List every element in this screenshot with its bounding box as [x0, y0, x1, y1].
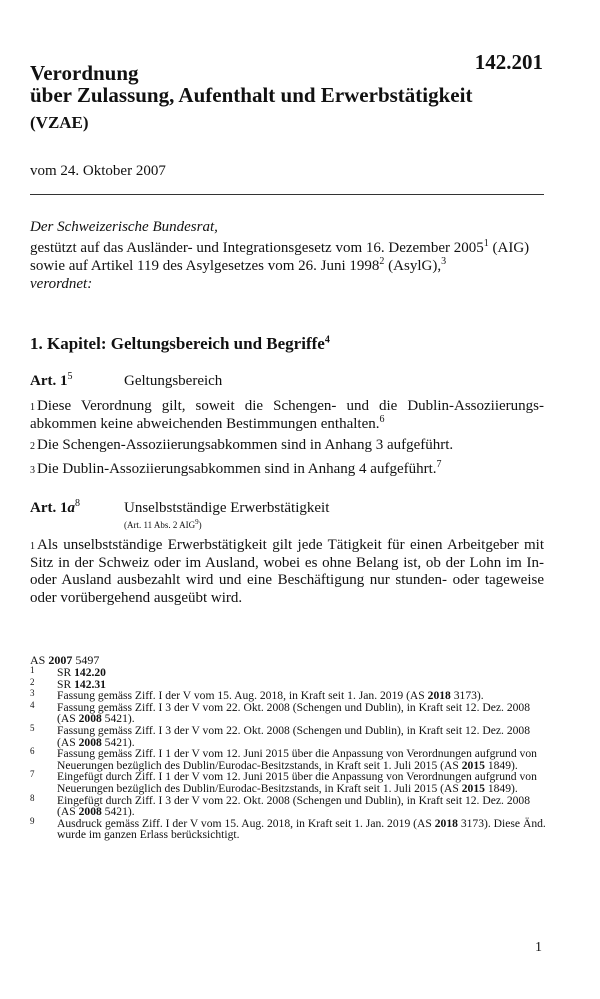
footnotes	[30, 667, 550, 841]
article-label-text: Art. 1	[30, 500, 68, 516]
footnote-number: 7	[30, 769, 35, 780]
footnote-ref[interactable]: 9	[195, 518, 199, 526]
footnote-ref[interactable]: 1	[483, 238, 489, 249]
footnote-text: SR 142.20	[57, 666, 106, 679]
footnote	[30, 771, 550, 794]
basis-text-1: gestützt auf das Ausländer- und Integrationsgesetz vom 16. Dezember 2005	[30, 240, 484, 256]
footnote-number: 8	[30, 792, 35, 803]
footnote-ref[interactable]: 8	[75, 498, 80, 509]
article-1-heading: Geltungsbereich	[124, 373, 223, 389]
article-1-para-1	[30, 398, 544, 433]
footnote-text: Fassung gemäss Ziff. I der V vom 15. Aug. 2018, in Kraft seit 1. Jan. 2019 (AS 2018 3173).	[57, 689, 484, 703]
footnote-text: Eingefügt durch Ziff. I 3 der V vom 22. Okt. 2008 (Schengen und Dublin), in Kraft seit 12. Dez. 2008 (AS 2008 5421).	[57, 793, 531, 819]
paragraph-number: 1	[30, 402, 35, 413]
footnote	[30, 722, 550, 749]
article-label-text: Art. 1	[30, 373, 68, 389]
as-page: 5497	[72, 653, 100, 667]
header-divider	[30, 194, 544, 195]
footnote-ref[interactable]: 3	[441, 256, 447, 267]
footnote-text: SR 142.31	[57, 677, 106, 691]
footnote-text: Fassung gemäss Ziff. I 3 der V vom 22. Okt. 2008 (Schengen und Dublin), in Kraft seit 12. Dez. 2008 (AS 2008 5421).	[57, 700, 531, 726]
enactment-date: vom 24. Oktober 2007	[30, 163, 166, 179]
article-label-suffix: a	[67, 500, 75, 516]
footnote-text: Fassung gemäss Ziff. I 1 der V vom 12. Juni 2015 über die Anpassung von Verordnungen aufgrund von Neuerungen bezüglich des Dublin/Eurodac-Besitzstands, in Kraft seit 1. Juli 2015 (AS 2015 1849).	[57, 747, 537, 772]
paragraph-text: Diese Verordnung gilt, soweit die Schengen- und die Dublin-Assoziierungs-abkommen keine abweichenden Bestimmungen enthalten.	[30, 398, 544, 432]
article-1a-label	[30, 500, 80, 517]
footnote	[30, 748, 550, 771]
subheading-text: (Art. 11 Abs. 2 AIG	[124, 520, 196, 530]
basis-suffix-1: (AIG)	[488, 240, 530, 256]
document-title	[30, 62, 490, 134]
chapter-title: 1. Kapitel: Geltungsbereich und Begriffe	[30, 334, 325, 353]
footnote	[30, 699, 550, 726]
article-1-para-3	[30, 461, 544, 479]
footnote-ref[interactable]: 4	[324, 334, 330, 346]
footnote	[30, 667, 550, 679]
title-abbreviation: (VZAE)	[30, 113, 89, 132]
basis-suffix-2: (AsylG),	[384, 258, 442, 274]
paragraph-text: Als unselbstständige Erwerbstätigkeit gilt jede Tätigkeit für einen Arbeitgeber mit Sitz in der Schweiz oder im Ausland, wobei es ohne Belang ist, ob der Lohn im In- oder Ausland ausbezahlt wird und eine Beschäftigung nur stunden- oder tageweise oder vorübergehend ausgeübt wird.	[30, 537, 544, 606]
footnote-number: 2	[30, 676, 35, 687]
footnote-number: 1	[30, 665, 35, 675]
preamble-authority: Der Schweizerische Bundesrat,	[30, 219, 218, 235]
paragraph-text: Die Schengen-Assoziierungsabkommen sind in Anhang 3 aufgeführt.	[37, 437, 454, 453]
preamble	[30, 218, 544, 293]
article-1a-subheading	[124, 520, 202, 530]
chapter-heading	[30, 334, 330, 354]
article-1a-heading: Unselbstständige Erwerbstätigkeit	[124, 500, 330, 516]
paragraph-text: Die Dublin-Assoziierungsabkommen sind in Anhang 4 aufgeführt.	[37, 461, 437, 477]
paragraph-number: 3	[30, 465, 35, 476]
basis-text-2: sowie auf Artikel 119 des Asylgesetzes vom 26. Juni 1998	[30, 258, 380, 274]
footnote-text: Fassung gemäss Ziff. I 3 der V vom 22. Okt. 2008 (Schengen und Dublin), in Kraft seit 12. Dez. 2008 (AS 2008 5421).	[57, 723, 531, 749]
footnote-ref[interactable]: 7	[436, 459, 442, 470]
footnote-number: 6	[30, 746, 35, 757]
subheading-close: )	[198, 520, 202, 530]
sr-number: 142.201	[474, 50, 543, 74]
footnote-ref[interactable]: 5	[67, 371, 73, 382]
article-1-para-2	[30, 437, 544, 455]
title-line-2: über Zulassung, Aufenthalt und Erwerbstätigkeit	[30, 83, 473, 107]
footnote	[30, 815, 550, 842]
footnote-ref[interactable]: 6	[379, 413, 385, 425]
title-line-1: Verordnung	[30, 61, 139, 85]
as-year: 2007	[48, 653, 73, 667]
preamble-decree: verordnet:	[30, 276, 93, 292]
footnote	[30, 792, 550, 819]
article-1a-para-1	[30, 537, 544, 607]
paragraph-number: 1	[30, 541, 35, 552]
page-number: 1	[535, 940, 542, 955]
footnote-text: Eingefügt durch Ziff. I 1 der V vom 12. Juni 2015 über die Anpassung von Verordnungen aufgrund von Neuerungen bezüglich des Dublin/Eurodac-Besitzstands, in Kraft seit 1. Juli 2015 (AS 2015 1849).	[57, 770, 537, 795]
footnote-text: Ausdruck gemäss Ziff. I der V vom 15. Aug. 2018, in Kraft seit 1. Jan. 2019 (AS 2018 3173). Diese Änd. wurde im ganzen Erlass berücksichtigt.	[57, 816, 546, 842]
as-prefix: AS	[30, 653, 49, 667]
paragraph-number: 2	[30, 441, 35, 452]
footnote-number: 3	[30, 688, 35, 699]
article-1-label	[30, 373, 73, 390]
footnote-number: 9	[30, 815, 35, 826]
footnote-number: 5	[30, 722, 35, 733]
footnote-number: 4	[30, 699, 35, 710]
footnote-ref[interactable]: 2	[379, 256, 385, 267]
preamble-basis	[30, 239, 544, 275]
